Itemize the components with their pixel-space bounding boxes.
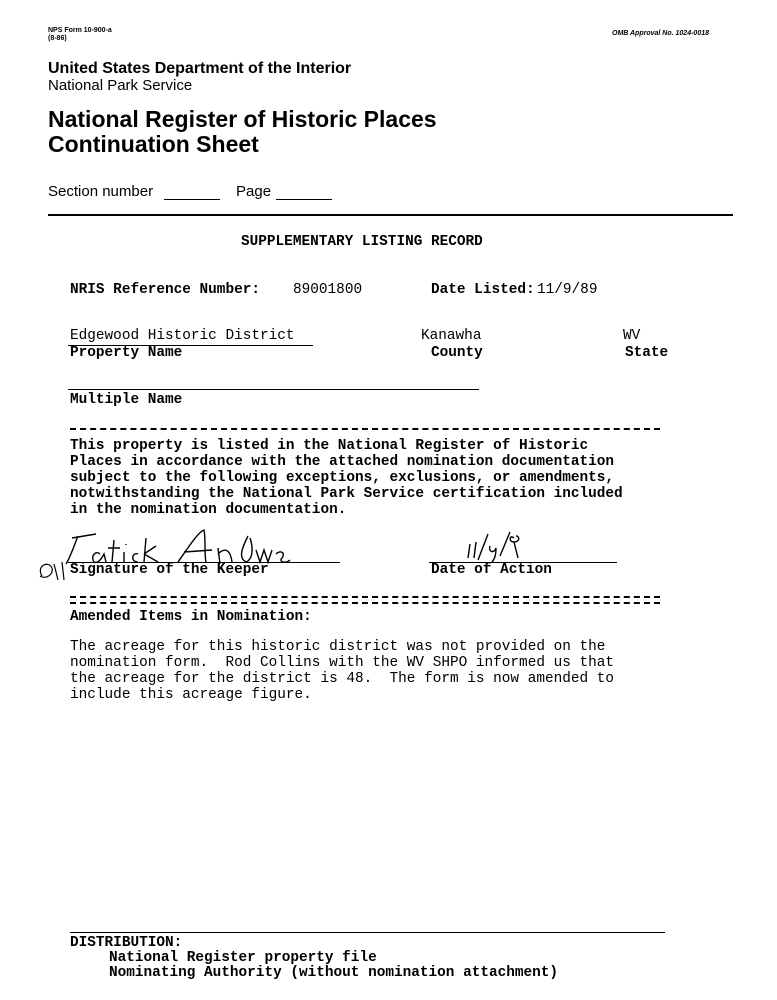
date-listed-label: Date Listed: xyxy=(431,282,535,298)
amended-heading: Amended Items in Nomination: xyxy=(70,609,312,625)
department-name: United States Department of the Interior xyxy=(48,60,352,77)
distribution-item: Nominating Authority (without nomination attachment) xyxy=(109,965,559,981)
page-subtitle: Continuation Sheet xyxy=(48,131,259,157)
page-title: National Register of Historic Places xyxy=(48,106,437,132)
distribution-rule xyxy=(70,932,665,933)
statement-line: This property is listed in the National Register of Historic xyxy=(70,438,589,454)
amended-line: nomination form. Rod Collins with the WV SHPO informed us that xyxy=(70,655,615,671)
property-name-value: Edgewood Historic District xyxy=(70,328,295,344)
amended-line: include this acreage figure. xyxy=(70,687,312,703)
county-value: Kanawha xyxy=(421,328,482,344)
omb-approval: OMB Approval No. 1024-0018 xyxy=(612,30,709,37)
section-number-field xyxy=(164,199,220,200)
section-number-label: Section number xyxy=(48,183,154,200)
county-label: County xyxy=(431,345,483,361)
listing-statement xyxy=(70,438,623,518)
amended-line: The acreage for this historic district was not provided on the xyxy=(70,639,606,655)
record-heading: SUPPLEMENTARY LISTING RECORD xyxy=(241,234,483,250)
state-value: WV xyxy=(623,328,641,344)
multiple-name-rule xyxy=(68,389,479,390)
distribution-heading: DISTRIBUTION: xyxy=(70,935,183,951)
statement-line: Places in accordance with the attached nomination documentation xyxy=(70,454,615,470)
multiple-name-label: Multiple Name xyxy=(70,392,183,408)
form-date: (8-86) xyxy=(48,35,67,42)
statement-line: in the nomination documentation. xyxy=(70,502,347,518)
nris-label: NRIS Reference Number: xyxy=(70,282,260,298)
distribution-item: National Register property file xyxy=(109,950,377,966)
state-label: State xyxy=(625,345,669,361)
statement-line: subject to the following exceptions, exclusions, or amendments, xyxy=(70,470,615,486)
amended-line: the acreage for the district is 48. The form is now amended to xyxy=(70,671,615,687)
statement-line: notwithstanding the National Park Service certification included xyxy=(70,486,623,502)
date-of-action-label: Date of Action xyxy=(431,562,552,578)
page-field xyxy=(276,199,332,200)
dashed-divider xyxy=(70,428,660,430)
signature-label: Signature of the Keeper xyxy=(70,562,269,578)
service-name: National Park Service xyxy=(48,77,193,94)
nris-value: 89001800 xyxy=(293,282,363,298)
form-number: NPS Form 10-900-a xyxy=(48,27,112,34)
property-name-label: Property Name xyxy=(70,345,183,361)
date-listed-value: 11/9/89 xyxy=(537,282,598,298)
header-divider xyxy=(48,214,733,216)
amended-text xyxy=(70,639,614,703)
page-label: Page xyxy=(236,183,272,200)
double-dashed-divider xyxy=(70,596,660,604)
